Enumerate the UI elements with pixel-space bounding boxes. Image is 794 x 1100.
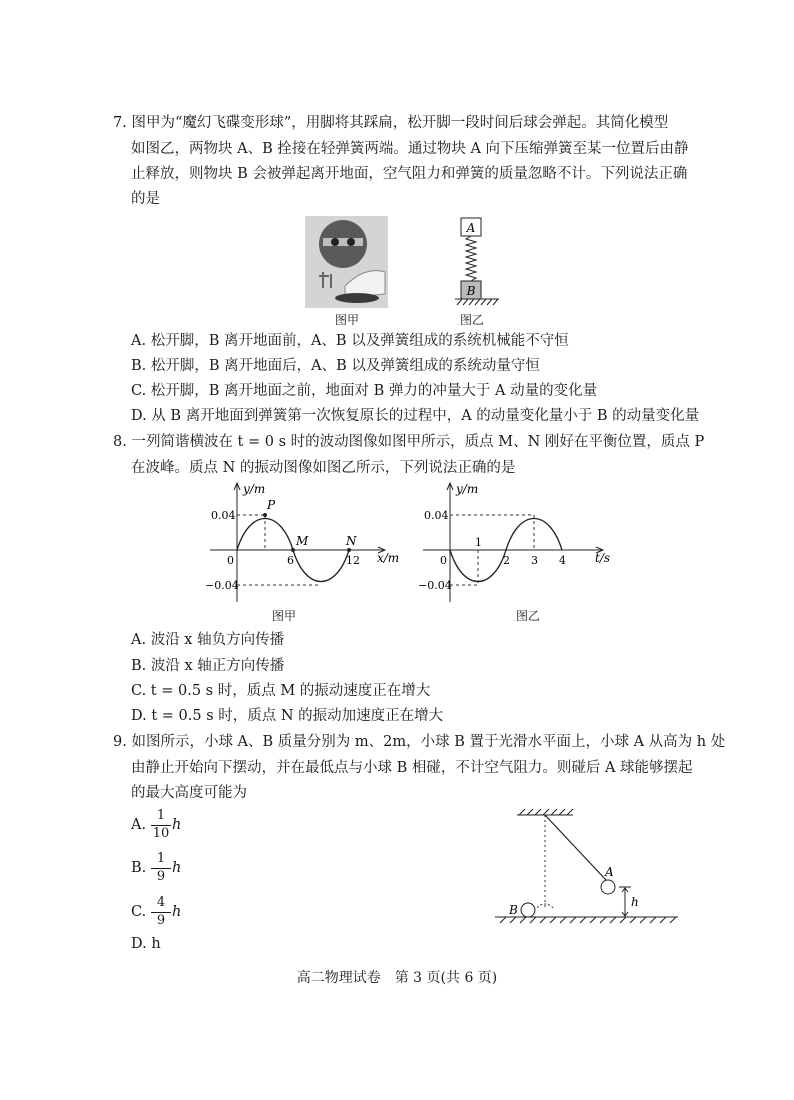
- q9-stem-line-1: 9. 如图所示，小球 A、B 质量分别为 m、2m，小球 B 置于光滑水平面上，小球 A 从高为 h 处: [113, 734, 726, 750]
- q7-photo-figure: [305, 216, 388, 308]
- q9-ball-b-label: B: [509, 903, 518, 917]
- q8-yi-xtick-4: 4: [559, 554, 566, 567]
- q8-yi-xlabel: t/s: [595, 551, 611, 565]
- q8-wave-graph: [205, 480, 405, 610]
- q7-stem-line-1: 7. 图甲为“魔幻飞碟变形球”，用脚将其踩扁，松开脚一段时间后球会弹起。其简化模型: [113, 115, 669, 131]
- q7-option-b: B. 松开脚，B 离开地面后，A、B 以及弹簧组成的系统动量守恒: [131, 358, 540, 374]
- q8-yi-ylabel: y/m: [456, 482, 479, 496]
- q8-stem-line-2: 在波峰。质点 N 的振动图像如图乙所示，下列说法正确的是: [131, 460, 516, 476]
- q9-height-h-label: h: [631, 895, 639, 909]
- q8-stem-line-1: 8. 一列简谐横波在 t = 0 s 时的波动图像如图甲所示，质点 M、N 刚好在平衡位置，质点 P: [113, 434, 705, 450]
- q8-option-d: D. t = 0.5 s 时，质点 N 的振动加速度正在增大: [131, 708, 444, 724]
- q8-jia-xtick-12: 12: [346, 554, 360, 567]
- q7-stem-line-2: 如图乙，两物块 A、B 拴接在轻弹簧两端。通过物块 A 向下压缩弹簧至某一位置后由静: [131, 141, 689, 157]
- q7-option-d: D. 从 B 离开地面到弹簧第一次恢复原长的过程中，A 的动量变化量小于 B 的动量变化量: [131, 408, 700, 424]
- q8-option-c: C. t = 0.5 s 时，质点 M 的振动速度正在增大: [131, 683, 431, 699]
- q9-stem-line-3: 的最大高度可能为: [131, 785, 247, 801]
- q8-fig-jia-caption: 图甲: [271, 609, 296, 623]
- q7-option-a: A. 松开脚，B 离开地面前，A、B 以及弹簧组成的系统机械能不守恒: [131, 333, 569, 349]
- q9-stem-line-2: 由静止开始向下摆动，并在最低点与小球 B 相碰，不计空气阻力。则碰后 A 球能够摆起: [131, 760, 693, 776]
- q8-jia-ylabel: y/m: [243, 482, 266, 496]
- q8-point-p-label: P: [267, 498, 276, 512]
- page-footer: 高二物理试卷 第 3 页(共 6 页): [296, 970, 498, 986]
- q8-option-b: B. 波沿 x 轴正方向传播: [131, 658, 285, 674]
- q7-fig-jia-caption: 图甲: [334, 313, 359, 327]
- q7-stem-line-4: 的是: [131, 191, 160, 207]
- q8-fig-yi-caption: 图乙: [515, 609, 540, 623]
- q8-jia-xtick-6: 6: [287, 554, 294, 567]
- q8-yi-ytick-neg: −0.04: [418, 579, 452, 592]
- q7-option-c: C. 松开脚，B 离开地面之前，地面对 B 弹力的冲量大于 A 动量的变化量: [131, 383, 598, 399]
- q8-yi-ytick-pos: 0.04: [424, 509, 449, 522]
- q8-option-a: A. 波沿 x 轴负方向传播: [131, 632, 285, 648]
- q7-fig-yi-caption: 图乙: [459, 313, 484, 327]
- q8-vibration-graph: [418, 480, 618, 610]
- q9-ball-a-label: A: [605, 865, 614, 879]
- q8-yi-xtick-3: 3: [531, 554, 538, 567]
- q7-spring-diagram: [455, 215, 515, 315]
- q8-jia-ytick-pos: 0.04: [211, 509, 236, 522]
- q7-block-b-label: B: [466, 284, 476, 298]
- q8-jia-ytick-neg: −0.04: [205, 579, 239, 592]
- q8-yi-xtick-1: 1: [475, 536, 482, 549]
- q8-point-n-label: N: [346, 534, 357, 548]
- q8-yi-xtick-0: 0: [440, 554, 447, 567]
- q7-block-a-label: A: [466, 221, 476, 235]
- q9-option-d: D. h: [131, 936, 161, 952]
- q8-yi-xtick-2: 2: [503, 554, 510, 567]
- q9-pendulum-diagram: [495, 808, 685, 928]
- q8-jia-xtick-0: 0: [227, 554, 234, 567]
- q8-jia-xlabel: x/m: [377, 551, 400, 565]
- q7-stem-line-3: 止释放，则物块 B 会被弹起离开地面，空气阻力和弹簧的质量忽略不计。下列说法正确: [131, 166, 688, 182]
- q8-point-m-label: M: [296, 534, 309, 548]
